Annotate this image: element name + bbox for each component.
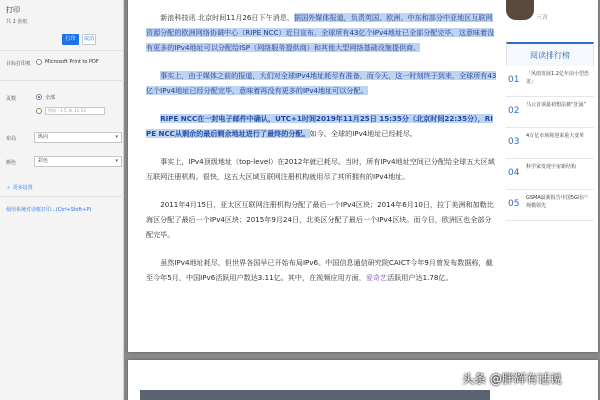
article-paragraph (146, 10, 498, 55)
layout-label: 布局 (6, 136, 17, 142)
cancel-button[interactable]: 取消 (82, 34, 96, 45)
rank-title: 阅读排行榜 (506, 42, 594, 66)
layout-value: 纵向 (38, 134, 49, 140)
chevron-down-icon: ▾ (115, 134, 118, 140)
avatar (506, 0, 534, 20)
destination-radio[interactable] (36, 59, 42, 65)
user-name: 三言 (536, 14, 549, 21)
pages-all-label[interactable]: 全部 (45, 95, 56, 101)
more-settings-link[interactable] (6, 184, 33, 191)
expand-icon: ＋ (6, 185, 13, 191)
paragraph-text: 新浪科技讯 北京时间11月26日下午消息， (160, 13, 294, 22)
divider (0, 196, 124, 197)
print-settings-panel (0, 0, 124, 400)
destination-label: 目标打印机 (6, 61, 32, 67)
sheet-count: 共 1 张纸 (6, 19, 28, 25)
color-value: 彩色 (38, 158, 49, 164)
paragraph-text: 活跃用户达1.78亿。 (387, 273, 453, 282)
pages-custom-radio[interactable] (36, 108, 42, 114)
paragraph-text: 虽然IPv4地址耗尽，但世界各国早已开始布局IPv6。中国信息通信研究院CAICT今年9月曾发布数据称，截至今年5月，中国IPv6活跃用户数达3.11亿。其中，在视频应用方面， (146, 258, 493, 282)
divider (0, 50, 124, 51)
pages-label: 页数 (6, 96, 17, 102)
color-label: 颜色 (6, 160, 17, 166)
article-body (146, 10, 498, 298)
list-item[interactable] (506, 159, 594, 190)
iqiyi-link[interactable]: 爱奇艺 (365, 273, 388, 282)
rank-list (506, 66, 594, 221)
rank-text: 马云首谈最初想法被“狂涌” (526, 102, 587, 108)
reading-rank-box (506, 42, 594, 221)
selected-text: RIPE NCC在一封电子邮件中确认，UTC+1时间2019年11月25日 15:35分（北京时间22:35分），RIPE NCC从剩余的最后剩余地址进行了最终的分配。 (146, 114, 493, 138)
list-item[interactable] (506, 66, 594, 97)
print-button[interactable]: 打印 (62, 34, 79, 45)
paragraph-text: 如今，全球的IPv4地址已经耗尽。 (309, 129, 417, 138)
rank-text: 「风雨发展1.2亿年前小型恐龙」 (526, 71, 589, 85)
color-select[interactable] (34, 156, 122, 167)
rank-text: GSMA最新报告中国5G用户规模领先 (526, 195, 588, 209)
selected-text: 事实上，由于媒体之前的报道，大们对全球IPv4地址耗尽有准备，而今天，这一时刻终于到来，全球所有43亿个IPv4地址已经分配完毕，意味着再没有更多的IPv4地址可以分配。 (146, 71, 497, 95)
rank-number: 04 (508, 168, 520, 178)
rank-text: 科学家发现宇宙新结构 (526, 164, 577, 170)
more-settings-label: 更多设置 (12, 185, 33, 191)
divider (0, 80, 124, 81)
destination-value[interactable]: Microsoft Print to PDF (45, 59, 99, 65)
rank-number: 02 (508, 106, 520, 116)
print-preview-page (128, 0, 598, 352)
image-strip (140, 390, 490, 400)
layout-select[interactable] (34, 132, 122, 143)
watermark: 头条 @胖辉有话说 (462, 372, 562, 386)
rank-number: 03 (508, 137, 520, 147)
selected-text: 据国外媒体报道，负责英国、欧洲、中东和部分中亚地区互联网资源分配的欧洲网络协调中心（RIPE NCC）近日宣布，全球所有43亿个IPv4地址已全部分配完毕，这意味着没有更多的IPv4地址可以分配给ISP（网络服务提供商）和其他大型网络基础设施提供商。 (146, 13, 495, 52)
article-paragraph (146, 111, 498, 141)
list-item[interactable] (506, 128, 594, 159)
chevron-down-icon: ▾ (115, 158, 118, 164)
rank-text: 4万亿市场将迎来重大变革 (526, 133, 585, 139)
article-paragraph: 2011年4月15日，亚太区互联网注册机构分配了最后一个IPv4区块；2014年6月10日，拉丁美洲和加勒比海区分配了最后一个IPv4区块；2015年9月24日，北美区分配了最后一个IPv4区块。而今日，欧洲区也全部分配完毕。 (146, 200, 494, 239)
article-paragraph: 事实上，IPv4顶级地址（top-level）在2012年就已耗尽。当时，所有IPv4地址空间已分配给全球五大区域互联网注册机构。很快，这五大区域互联网注册机构就用尽了其所拥有的IPv4地址。 (146, 157, 495, 181)
print-title: 打印 (6, 6, 20, 14)
system-dialog-link[interactable]: 使用系统对话框打印...(Ctrl+Shift+P) (6, 207, 92, 213)
pages-all-radio[interactable] (36, 94, 42, 100)
article-paragraph (146, 255, 498, 285)
list-item[interactable] (506, 97, 594, 128)
rank-number: 01 (508, 75, 520, 85)
pages-custom-input[interactable]: 例如：1-5, 8, 11-13 (45, 107, 105, 115)
article-paragraph (146, 68, 498, 98)
rank-number: 05 (508, 199, 520, 209)
list-item[interactable] (506, 190, 594, 221)
